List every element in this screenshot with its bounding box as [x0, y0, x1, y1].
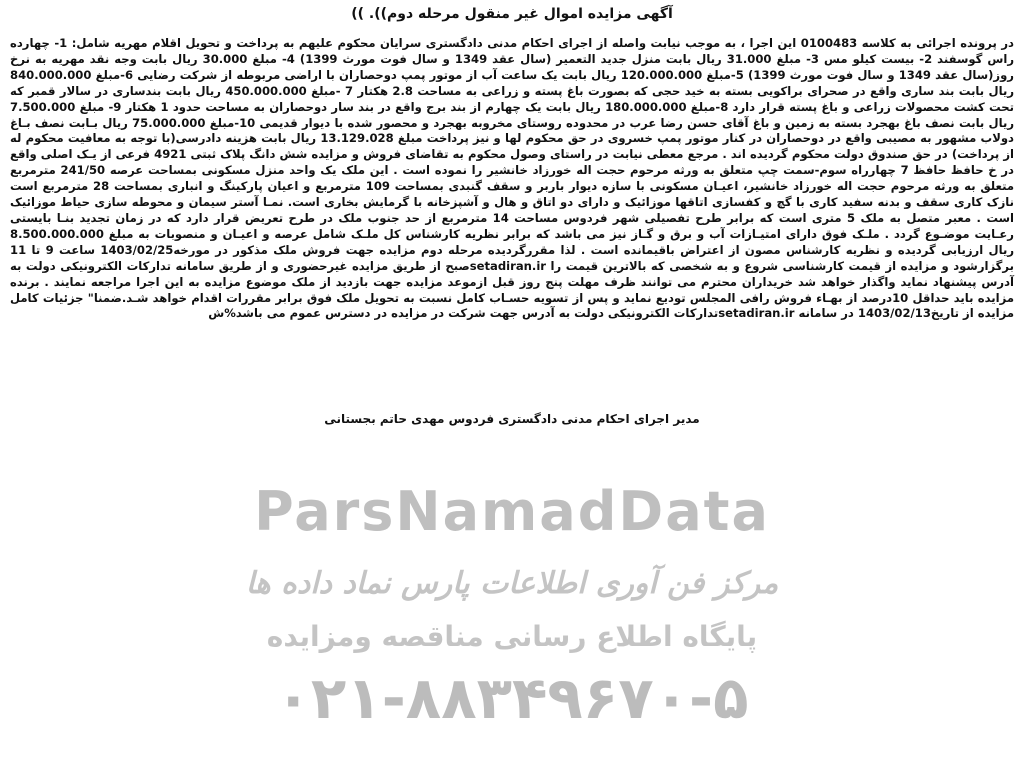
signature-line: مدیر اجرای احکام مدنی دادگستری فردوس مهدی حاتم بجستانی [324, 412, 700, 426]
watermark-brand: ParsNamadData [254, 480, 770, 543]
watermark-company-line: مرکز فن آوری اطلاعات پارس نماد داده ها [245, 566, 779, 601]
watermark-phone: ۰۲۱-۸۸۳۴۹۶۷۰-۵ [275, 664, 749, 732]
watermark-portal-line: پایگاه اطلاع رسانی مناقصه ومزایده [266, 620, 758, 653]
notice-body: در پرونده اجرائی به کلاسه 0100483 این اجرا ، به موجب نیابت واصله از اجرای احکام مدنی دادگستری سرایان محکوم علیهم به پرداخت و تحویل اقلام مهریه شامل: 1- چهارده راس گوسفند 2- بیست کیلو مس 3- مبلغ 31.000 ریال بابت منزل جدید التعمیر (سال عقد 1349 و سال فوت مورث 1399) 4- مبلغ 30.000 ریال بابت وجه نقد مهریه به نرخ روز(سال عقد 1349 و سال فوت مورث 1399) 5-مبلغ 120.000.000 ریال بابت یک ساعت آب از موتور پمپ دوحصاران با اراضی مربوطه از شرکت رضایی 6-مبلغ 840.000.000 ریال بابت بند ساری واقع در صحرای براکویی بسته به خید حجی که بصورت باغ پسته و زراعی به مساحت 2.8 هکتار 7 -مبلغ 450.000.000 ریال بابت بندساری در سالار قمبر که تحت کشت محصولات زراعی و باغ پسته قرار دارد 8-مبلغ 180.000.000 ریال بابت یک چهارم از بند برج واقع در بند سار دوحصاران به مساحت حدود 1 هکتار 9- مبلغ 7.500.000 ریال بابت نصف باغ بهجرد بسته به زمین و باغ آقای حسن رضا عرب در محدوده روستای مخروبه بهجرد و محصور شده با دیوار قدیمی 10-مبلغ 75.000.000 ریال بـابت نصف بـاغ دولاب مشهور به مصیبی واقع در دوحصاران در کنار موتور پمپ خسروی در حق محکوم لها و نیز پرداخت مبلغ 13.129.028 ریال بابت هزینه دادرسی(با توجه به معافیت محکوم له از پرداخت) در حق صندوق دولت محکوم گردیده اند . مرجع معطی نیابت در راستای وصول محکوم به تقاضای فروش و مزایده شش دانگ پلاک ثبتی 4921 فرعی از یـک اصلی واقع در خ حافظ حافظ 7 چهارراه سوم-سمت چپ متعلق به ورثه مرحوم حجت اله خورزاد خانشیر را نموده است . این ملک یک واحد منزل مسکونی بمساحت عرصه 241/50 مترمربع متعلق به ورثه مرحوم حجت اله خورزاد خانشیر، اعیـان مسکونی با سازه دیوار باربر و سقف گنبدی بمساحت 109 مترمربع و اعیان پارکینگ و انباری بمساحت 28 مترمربع است نازک کاری سقف و بدنه سفید کاری با گچ و کفسازی اتاقها موزائیک و دارای دو اتاق و هال و آشپزخانه با گرمایش بخاری است. نمـا آستر سیمان و محوطه سازی حیاط موزائیک است . معبر متصل به ملک 5 متری است که برابر طرح تفصیلی شهر فردوس مساحت 14 مترمربع از حد جنوب ملک در طرح تعریض قرار دارد که در زمان تجدید بنـا بایستی رعـایت موضـوع گردد . ملـک فوق دارای امتیـازات آب و برق و گـاز نیز می باشد که برابر نظریه کارشناس کل ملـک شامل عرصه و اعیـان و منصوبات به مبلغ 8.500.000.000 ریال ارزیابی گردیده و نظریه کارشناس مصون از اعتراض باقیمانده است . لذا مقررگردیده مرحله دوم مزایده جهت فروش ملک مذکور در مورخه1403/02/25 ساعت 9 تا 11 برگزارشود و مزایده از قیمت کارشناسی شروع و به شخصی که بالاترین قیمت را setadiran.irصبح از طریق مزایده غیرحضوری و از طریق سامانه تدارکات الکترونیکی دولت به آدرس پیشنهاد نماید واگذار خواهد شد خریداران محترم می توانند ظرف مهلت پنج روز قبل ازموعد مزایده جهت بازدید از ملک موضوع مزایده به این اجرا مراجعه نمایند . برنده مزایده باید حداقل 10درصد از بهـاء فروش رافی المجلس تودیع نماید و پس از تسویه حسـاب کامل نسبت به تحویل ملک فوق برابر مقررات اقدام خواهد شـد.ضمنا" جزئیات کامل مزایده از تاریخ1403/02/13 در سامانه setadiran.irتدارکات الکترونیکی دولت به آدرس جهت شرکت در مزایده در دسترس عموم می باشد%ش [10, 36, 1015, 321]
notice-title: آگهی مزایده اموال غیر منقول مرحله دوم)). )) [351, 6, 673, 22]
